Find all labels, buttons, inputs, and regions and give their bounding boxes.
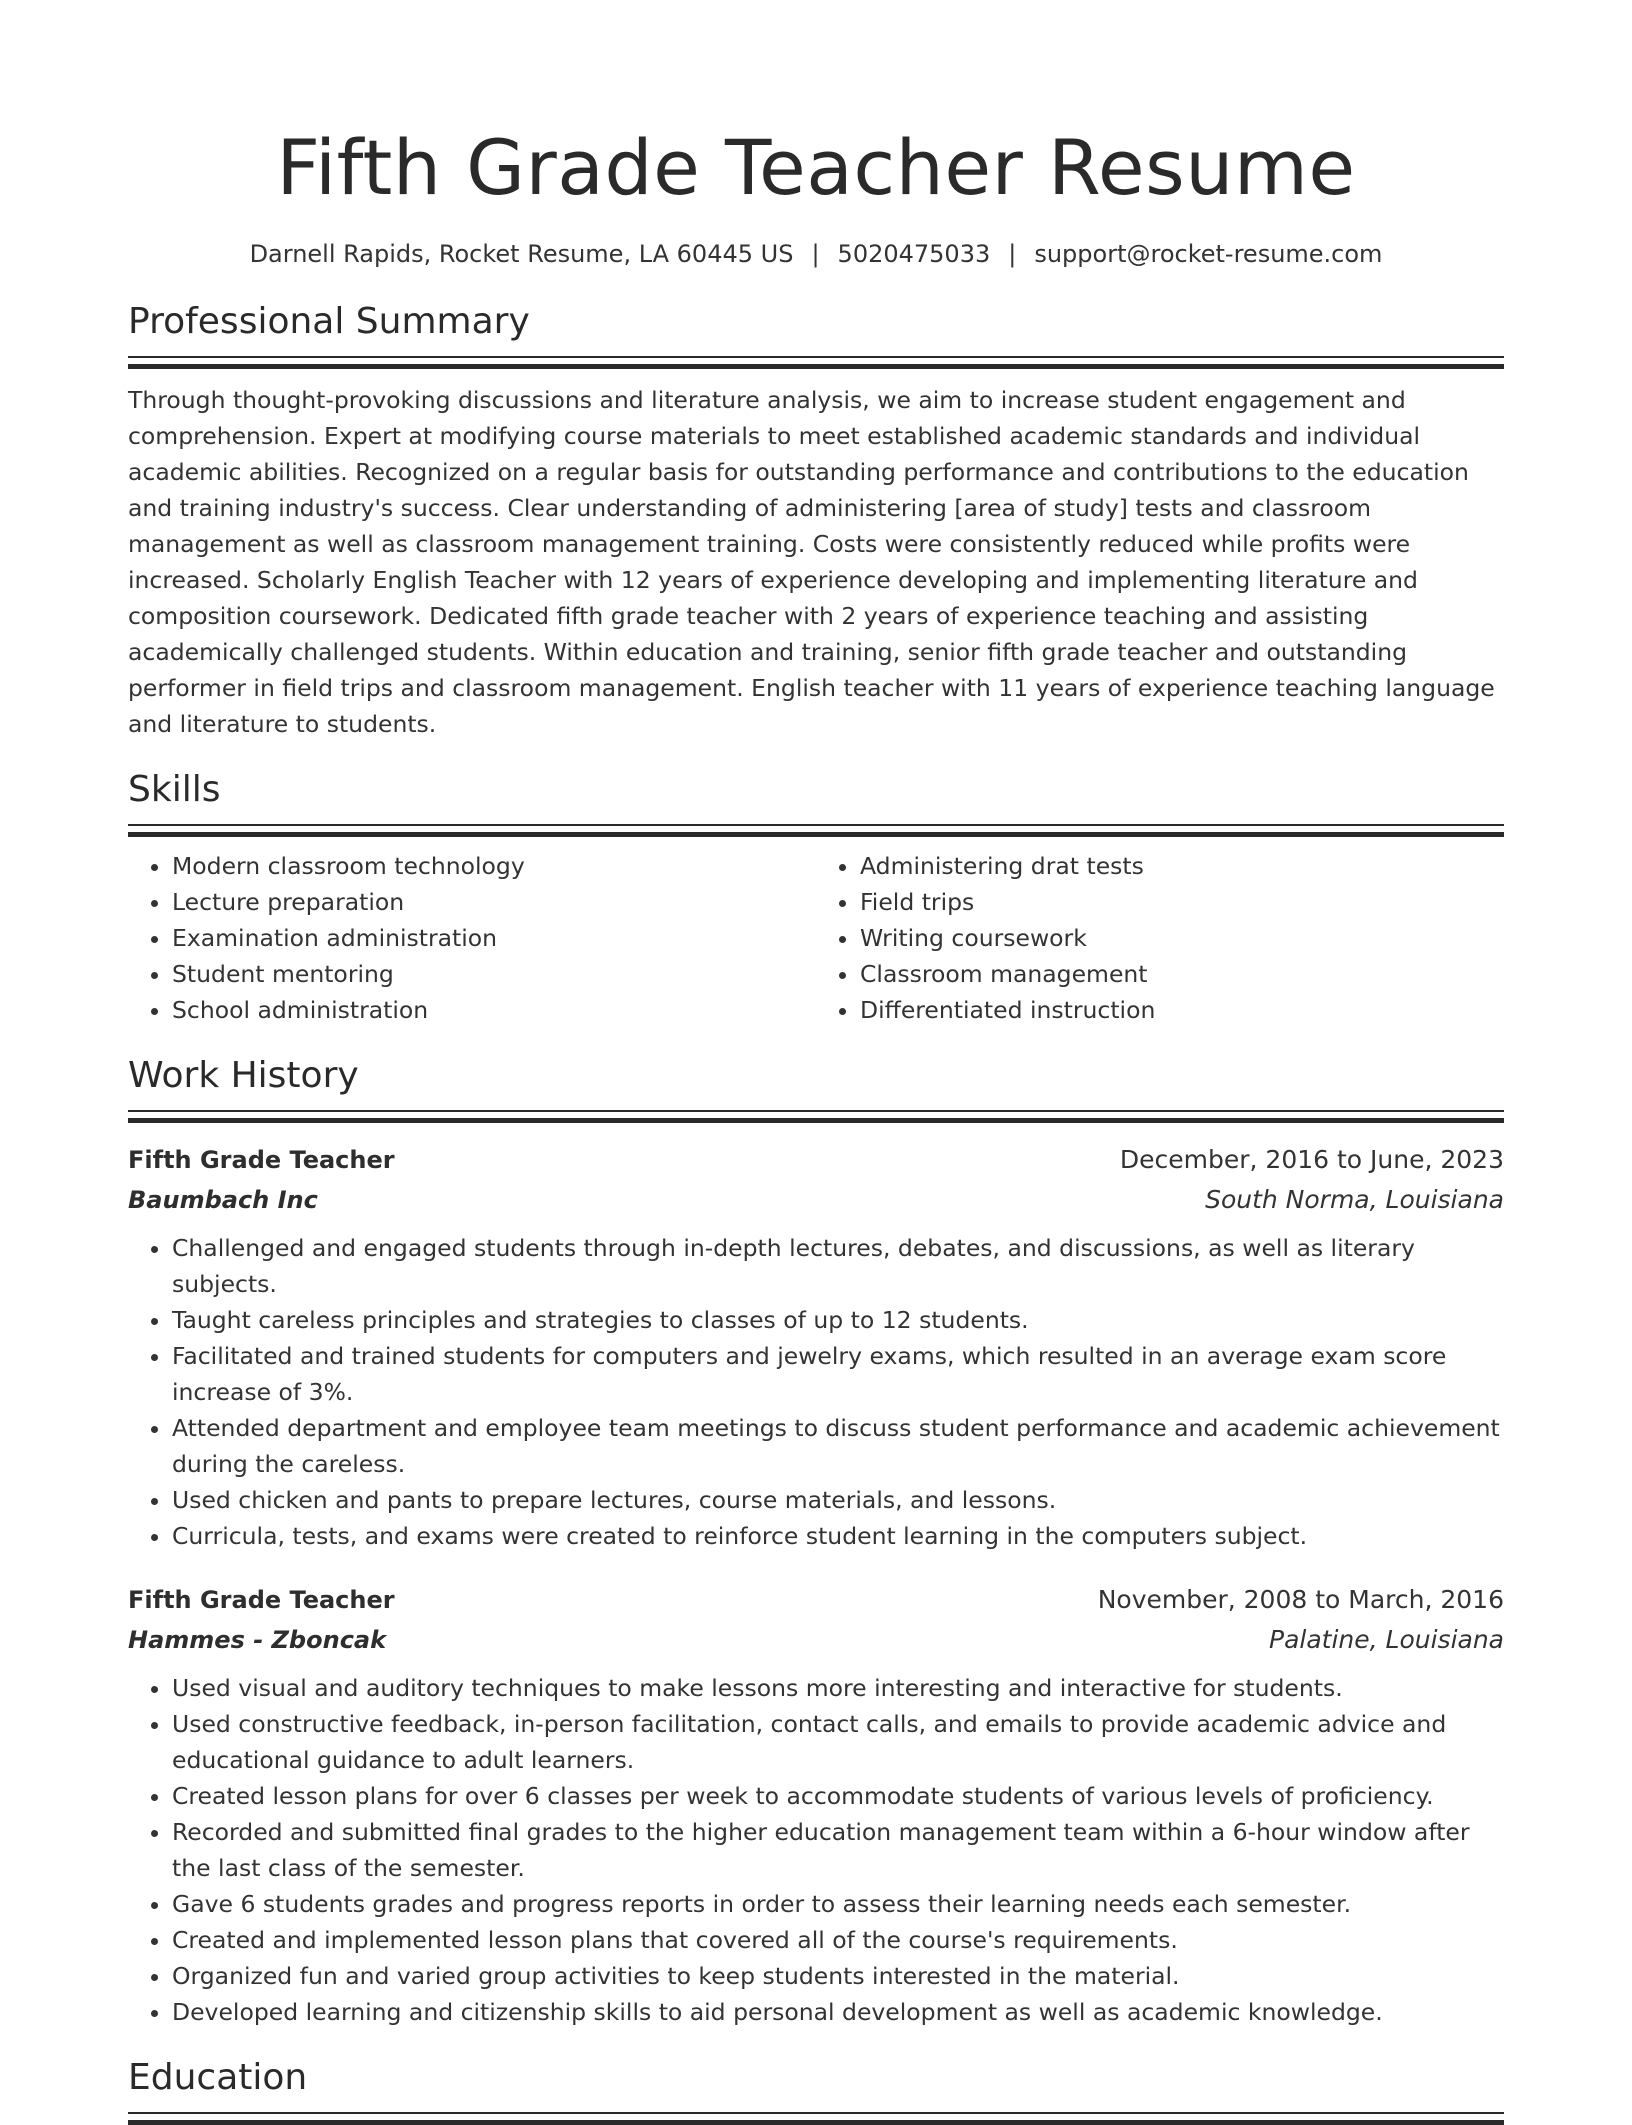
job-bullet: • Attended department and employee team meetings to discuss student performance and academic achievement during the careless. [172, 1410, 1504, 1482]
section-divider [128, 356, 1504, 368]
skill-item: • Modern classroom technology [172, 848, 816, 884]
section-divider [128, 824, 1504, 836]
job-bullet-list [128, 1670, 1504, 2030]
job-dates: November, 2008 to March, 2016 [1097, 1585, 1504, 1614]
job-bullet: • Gave 6 students grades and progress reports in order to assess their learning needs each semester. [172, 1886, 1504, 1922]
section-divider [128, 1110, 1504, 1122]
job-company-row [128, 1620, 1504, 1660]
job-bullet: • Used chicken and pants to prepare lectures, course materials, and lessons. [172, 1482, 1504, 1518]
job-bullet: • Developed learning and citizenship skills to aid personal development as well as academic knowledge. [172, 1994, 1504, 2030]
job-location: South Norma, Louisiana [1205, 1185, 1504, 1214]
job-company-row [128, 1180, 1504, 1220]
skill-item: • Student mentoring [172, 956, 816, 992]
job-company: Baumbach Inc [128, 1186, 318, 1214]
skills-section [128, 766, 1504, 1028]
skills-right-list [816, 848, 1504, 1028]
job-bullet: • Created and implemented lesson plans that covered all of the course's requirements. [172, 1922, 1504, 1958]
job-bullet: • Challenged and engaged students through in-depth lectures, debates, and discussions, as well as literary subjects. [172, 1230, 1504, 1302]
skill-item: • Examination administration [172, 920, 816, 956]
job-header-row [128, 1140, 1504, 1180]
education-section [128, 2054, 1504, 2124]
skills-columns [128, 848, 1504, 1028]
job-bullet: • Organized fun and varied group activities to keep students interested in the material. [172, 1958, 1504, 1994]
work-history-section [128, 1052, 1504, 2030]
job-bullet: • Facilitated and trained students for computers and jewelry exams, which resulted in an average exam score increase of 3%. [172, 1338, 1504, 1410]
contact-separator: | [811, 240, 820, 268]
skill-item: • Writing coursework [860, 920, 1504, 956]
job-header-row [128, 1580, 1504, 1620]
resume-title: Fifth Grade Teacher Resume [276, 123, 1356, 212]
skill-item: • Lecture preparation [172, 884, 816, 920]
job-bullet: • Created lesson plans for over 6 classes per week to accommodate students of various levels of proficiency. [172, 1778, 1504, 1814]
skill-item: • Administering drat tests [860, 848, 1504, 884]
job-location: Palatine, Louisiana [1269, 1625, 1504, 1654]
education-heading: Education [128, 2057, 308, 2098]
job-title: Fifth Grade Teacher [128, 1146, 395, 1174]
job-entry [128, 1140, 1504, 1554]
job-dates: December, 2016 to June, 2023 [1119, 1145, 1504, 1174]
skills-heading: Skills [128, 769, 221, 810]
job-entry [128, 1580, 1504, 2030]
summary-section [128, 298, 1504, 742]
skill-item: • Classroom management [860, 956, 1504, 992]
contact-separator: | [1008, 240, 1017, 268]
job-company: Hammes - Zboncak [128, 1626, 387, 1654]
job-bullet: • Recorded and submitted final grades to the higher education management team within a 6-hour window after the last class of the semester. [172, 1814, 1504, 1886]
summary-heading: Professional Summary [128, 301, 530, 342]
skill-item: • Field trips [860, 884, 1504, 920]
job-bullet-list [128, 1230, 1504, 1554]
skill-item: • Differentiated instruction [860, 992, 1504, 1028]
skill-item: • School administration [172, 992, 816, 1028]
contact-address: Darnell Rapids, Rocket Resume, LA 60445 US [249, 240, 794, 268]
job-bullet: • Used visual and auditory techniques to make lessons more interesting and interactive for students. [172, 1670, 1504, 1706]
skills-left-list [128, 848, 816, 1028]
summary-text: Through thought-provoking discussions and literature analysis, we aim to increase student engagement and comprehension. Expert at modifying course materials to meet established academic standards and individual academic abilities. Recognized on a regular basis for outstanding performance and contributions to the education and training industry's success. Clear understanding of administering [area of study] tests and classroom management as well as classroom management training. Costs were consistently reduced while profits were increased. Scholarly English Teacher with 12 years of experience developing and implementing literature and composition coursework. Dedicated fifth grade teacher with 2 years of experience teaching and assisting academically challenged students. Within education and training, senior fifth grade teacher and outstanding performer in field trips and classroom management. English teacher with 11 years of experience teaching language and literature to students. [128, 386, 1495, 738]
job-title: Fifth Grade Teacher [128, 1586, 395, 1614]
resume-page [128, 0, 1504, 2124]
work-history-heading: Work History [128, 1055, 359, 1096]
contact-email: support@rocket-resume.com [1034, 240, 1383, 268]
contact-line [128, 238, 1504, 270]
section-divider [128, 2112, 1504, 2124]
job-bullet: • Taught careless principles and strategies to classes of up to 12 students. [172, 1302, 1504, 1338]
job-bullet: • Curricula, tests, and exams were created to reinforce student learning in the computers subject. [172, 1518, 1504, 1554]
contact-phone: 5020475033 [837, 240, 991, 268]
job-bullet: • Used constructive feedback, in-person facilitation, contact calls, and emails to provide academic advice and educational guidance to adult learners. [172, 1706, 1504, 1778]
